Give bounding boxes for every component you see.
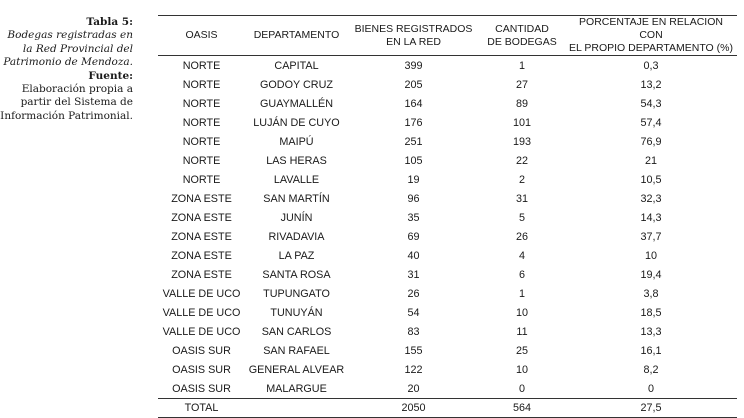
porcentaje-cell: 10 — [644, 249, 657, 262]
departamento-cell: SANTA ROSA — [262, 268, 331, 281]
bodegas-cell: 89 — [515, 97, 528, 110]
table-title-line-3: Patrimonio de Mendoza. — [3, 56, 133, 69]
oasis-cell: ZONA ESTE — [171, 249, 232, 262]
table-row — [158, 208, 737, 227]
oasis-cell: NORTE — [182, 154, 221, 167]
oasis-cell: OASIS SUR — [172, 382, 231, 395]
porcentaje-cell: 0,3 — [643, 59, 659, 72]
total-porcentaje-cell: 27,5 — [565, 399, 737, 418]
header-bienes-registrados: BIENES REGISTRADOS EN LA RED — [348, 16, 479, 56]
porcentaje-cell: 54,3 — [640, 97, 662, 110]
departamento-cell: SAN CARLOS — [261, 325, 332, 338]
bodegas-cell: 1 — [518, 287, 525, 300]
table-title-line-2: la Red Provincial del — [22, 42, 133, 55]
bodegas-cell: 1 — [518, 59, 525, 72]
bodegas-cell: 31 — [515, 192, 528, 205]
table-row — [158, 227, 737, 246]
source-label: Fuente: — [88, 69, 133, 82]
oasis-cell: ZONA ESTE — [171, 192, 232, 205]
bodegas-cell: 27 — [515, 78, 528, 91]
departamento-cell: LUJÁN DE CUYO — [253, 116, 340, 129]
total-bienes-cell: 2050 — [348, 399, 479, 418]
porcentaje-cell: 14,3 — [640, 211, 662, 224]
header-departamento: DEPARTAMENTO — [245, 16, 348, 56]
porcentaje-cell: 21 — [644, 154, 657, 167]
bodegas-cell: 0 — [518, 382, 525, 395]
porcentaje-cell: 32,3 — [640, 192, 662, 205]
oasis-cell: NORTE — [182, 78, 221, 91]
bienes-cell: 69 — [407, 230, 420, 243]
total-departamento-cell — [245, 399, 348, 418]
table-row — [158, 303, 737, 322]
porcentaje-cell: 13,2 — [640, 78, 662, 91]
bodegas-cell: 11 — [516, 325, 528, 338]
departamento-cell: JUNÍN — [280, 211, 313, 224]
departamento-cell: SAN MARTÍN — [263, 192, 330, 205]
departamento-cell: MAIPÚ — [279, 135, 314, 148]
departamento-cell: GUAYMALLÉN — [260, 97, 333, 110]
departamento-cell: TUPUNGATO — [263, 287, 330, 300]
bienes-cell: 176 — [404, 116, 423, 129]
oasis-cell: ZONA ESTE — [171, 230, 232, 243]
bodegas-cell: 26 — [515, 230, 528, 243]
bodegas-cell: 101 — [512, 116, 531, 129]
table-row — [158, 189, 737, 208]
bienes-cell: 19 — [407, 173, 420, 186]
porcentaje-cell: 8,2 — [643, 363, 659, 376]
oasis-cell: VALLE DE UCO — [162, 306, 241, 319]
header-cantidad-bodegas: CANTIDAD DE BODEGAS — [479, 16, 565, 56]
bienes-cell: 20 — [407, 382, 420, 395]
bienes-cell: 54 — [407, 306, 420, 319]
porcentaje-cell: 10,5 — [640, 173, 662, 186]
departamento-cell: LAS HERAS — [266, 154, 327, 167]
oasis-cell: ZONA ESTE — [171, 211, 232, 224]
bienes-cell: 40 — [407, 249, 420, 262]
departamento-cell: GODOY CRUZ — [260, 78, 333, 91]
porcentaje-cell: 13,3 — [640, 325, 662, 338]
porcentaje-cell: 37,7 — [640, 230, 662, 243]
oasis-cell: OASIS SUR — [172, 363, 231, 376]
table-row — [158, 132, 737, 151]
header-row — [158, 16, 737, 56]
oasis-cell: VALLE DE UCO — [162, 287, 241, 300]
departamento-cell: SAN RAFAEL — [263, 344, 330, 357]
oasis-cell: NORTE — [182, 116, 221, 129]
bienes-cell: 399 — [404, 59, 423, 72]
departamento-cell: MALARGUE — [266, 382, 327, 395]
bodegas-cell: 6 — [518, 268, 525, 281]
bienes-cell: 96 — [407, 192, 420, 205]
table-caption — [0, 16, 133, 123]
oasis-cell: VALLE DE UCO — [162, 325, 241, 338]
oasis-cell: NORTE — [182, 173, 221, 186]
bienes-cell: 26 — [407, 287, 420, 300]
bienes-cell: 251 — [404, 135, 423, 148]
oasis-cell: NORTE — [182, 59, 221, 72]
table-row — [158, 360, 737, 379]
oasis-cell: NORTE — [182, 135, 221, 148]
porcentaje-cell: 0 — [647, 382, 654, 395]
table-row — [158, 113, 737, 132]
source-line-2: partir del Sistema de — [20, 96, 133, 109]
departamento-cell: TUNUYÁN — [270, 306, 323, 319]
table-row — [158, 341, 737, 360]
bienes-cell: 205 — [404, 78, 423, 91]
table-body — [158, 56, 737, 418]
bienes-cell: 155 — [404, 344, 423, 357]
bodegas-cell: 22 — [515, 154, 528, 167]
departamento-cell: LA PAZ — [278, 249, 315, 262]
source-line-1: Elaboración propia a — [21, 83, 133, 96]
data-table-container — [158, 15, 737, 418]
porcentaje-cell: 57,4 — [640, 116, 662, 129]
porcentaje-cell: 16,1 — [640, 344, 662, 357]
header-porcentaje: PORCENTAJE EN RELACION CON EL PROPIO DEPARTAMENTO (%) — [565, 16, 737, 56]
table-label: Tabla 5: — [86, 16, 133, 28]
bienes-cell: 164 — [404, 97, 423, 110]
bodegas-cell: 5 — [518, 211, 525, 224]
bodegas-cell: 193 — [512, 135, 531, 148]
bienes-cell: 83 — [407, 325, 420, 338]
header-oasis: OASIS — [158, 16, 245, 56]
porcentaje-cell: 76,9 — [640, 135, 662, 148]
bodegas-cell: 2 — [518, 173, 525, 186]
bienes-cell: 105 — [404, 154, 423, 167]
oasis-cell: OASIS SUR — [172, 344, 231, 357]
departamento-cell: CAPITAL — [274, 59, 319, 72]
bienes-cell: 35 — [407, 211, 420, 224]
total-bodegas-cell: 564 — [479, 399, 565, 418]
bienes-cell: 31 — [407, 268, 420, 281]
bodegas-cell: 10 — [515, 306, 528, 319]
total-row — [158, 399, 737, 418]
bodegas-cell: 10 — [515, 363, 528, 376]
porcentaje-cell: 19,4 — [640, 268, 662, 281]
bodegas-table — [158, 15, 737, 418]
oasis-cell: ZONA ESTE — [171, 268, 232, 281]
oasis-cell: NORTE — [182, 97, 221, 110]
porcentaje-cell: 3,8 — [643, 287, 659, 300]
total-oasis-cell: TOTAL — [158, 399, 245, 418]
bienes-cell: 122 — [404, 363, 423, 376]
source-line-3: Información Patrimonial. — [0, 109, 133, 122]
table-title-line-1: Bodegas registradas en — [7, 29, 133, 42]
table-row — [158, 265, 737, 284]
table-row — [158, 322, 737, 341]
table-row — [158, 284, 737, 303]
bodegas-cell: 25 — [515, 344, 528, 357]
table-row — [158, 379, 737, 399]
table-row — [158, 246, 737, 265]
departamento-cell: RIVADAVIA — [268, 230, 325, 243]
table-row — [158, 94, 737, 113]
porcentaje-cell: 18,5 — [640, 306, 662, 319]
departamento-cell: GENERAL ALVEAR — [248, 363, 345, 376]
bodegas-cell: 4 — [518, 249, 525, 262]
departamento-cell: LAVALLE — [273, 173, 320, 186]
table-row — [158, 56, 737, 76]
table-row — [158, 151, 737, 170]
table-row — [158, 170, 737, 189]
table-row — [158, 75, 737, 94]
